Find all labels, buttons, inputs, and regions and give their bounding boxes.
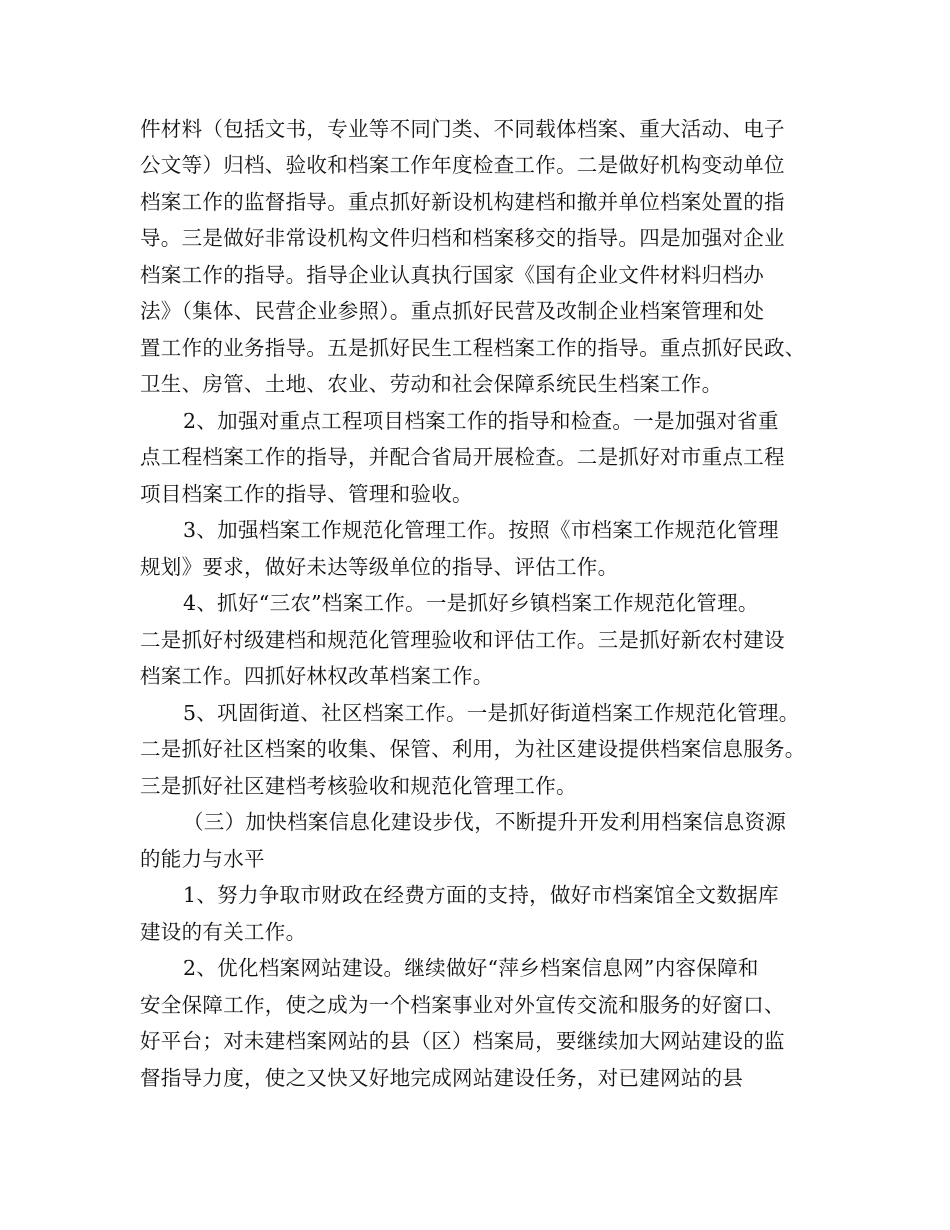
- text-line: 点工程档案工作的指导，并配合省局开展检查。二是抓好对市重点工程: [140, 445, 785, 469]
- text-line: 公文等）归档、验收和档案工作年度检查工作。二是做好机构变动单位: [140, 153, 785, 177]
- paragraph-start-line: 1、努力争取市财政在经费方面的支持，做好市档案馆全文数据库: [183, 883, 779, 907]
- text-line: 件材料（包括文书，专业等不同门类、不同载体档案、重大活动、电子: [140, 117, 785, 141]
- text-line: 二是抓好社区档案的收集、保管、利用，为社区建设提供档案信息服务。: [140, 737, 806, 761]
- text-line: 导。三是做好非常设机构文件归档和档案移交的指导。四是加强对企业: [140, 226, 785, 250]
- text-line: 置工作的业务指导。五是抓好民生工程档案工作的指导。重点抓好民政、: [140, 336, 806, 360]
- paragraph-start-line: 2、加强对重点工程项目档案工作的指导和检查。一是加强对省重: [183, 409, 779, 433]
- text-line: 二是抓好村级建档和规范化管理验收和评估工作。三是抓好新农村建设: [140, 628, 785, 652]
- text-line: 督指导力度，使之又快又好地完成网站建设任务，对已建网站的县: [140, 1066, 744, 1090]
- text-line: 好平台；对未建档案网站的县（区）档案局，要继续加大网站建设的监: [140, 1029, 785, 1053]
- text-line: 建设的有关工作。: [140, 920, 307, 944]
- text-line: 卫生、房管、土地、农业、劳动和社会保障系统民生档案工作。: [140, 372, 723, 396]
- text-line: 规划》要求，做好未达等级单位的指导、评估工作。: [140, 555, 619, 579]
- paragraph-start-line: 3、加强档案工作规范化管理工作。按照《市档案工作规范化管理: [183, 518, 779, 542]
- text-line: 法》（集体、民营企业参照）。重点抓好民营及改制企业档案管理和处: [140, 299, 765, 323]
- paragraph-start-line: 4、抓好“三农”档案工作。一是抓好乡镇档案工作规范化管理。: [183, 591, 759, 615]
- section-heading-line: 的能力与水平: [140, 847, 265, 871]
- paragraph-start-line: 2、优化档案网站建设。继续做好“萍乡档案信息网”内容保障和: [183, 956, 759, 980]
- paragraph-start-line: 5、巩固街道、社区档案工作。一是抓好街道档案工作规范化管理。: [183, 701, 800, 725]
- text-line: 档案工作的监督指导。重点抓好新设机构建档和撤并单位档案处置的指: [140, 190, 785, 214]
- text-line: 安全保障工作，使之成为一个档案事业对外宣传交流和服务的好窗口、: [140, 993, 785, 1017]
- text-line: 档案工作的指导。指导企业认真执行国家《国有企业文件材料归档办: [140, 263, 764, 287]
- section-heading-line: （三）加快档案信息化建设步伐，不断提升开发利用档案信息资源: [183, 810, 787, 834]
- text-line: 档案工作。四抓好林权改革档案工作。: [140, 664, 494, 688]
- text-line: 三是抓好社区建档考核验收和规范化管理工作。: [140, 774, 577, 798]
- text-line: 项目档案工作的指导、管理和验收。: [140, 482, 473, 506]
